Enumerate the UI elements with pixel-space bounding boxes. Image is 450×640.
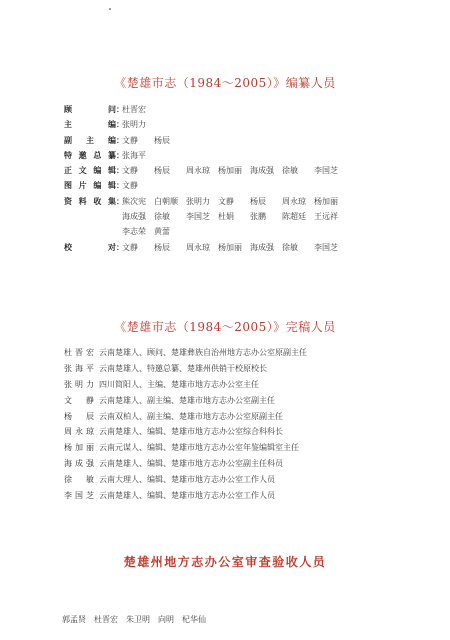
staff-name: 文静 xyxy=(122,166,138,176)
staff-name: 杨辰 xyxy=(154,135,170,145)
staff-name: 杜晋宏 xyxy=(64,348,94,357)
role-label: 副主编 xyxy=(64,134,116,145)
role-names xyxy=(122,194,346,209)
role-names xyxy=(122,148,154,163)
staff-entry xyxy=(64,456,434,472)
editorial-staff-list xyxy=(64,102,434,255)
final-draft-staff-title: 《楚雄市志（1984～2005）》完稿人员 xyxy=(114,320,336,334)
staff-role-row xyxy=(64,163,434,178)
reviewer-name: 向明 xyxy=(158,615,174,624)
staff-role-row xyxy=(64,102,434,117)
staff-description: 云南楚雄人、编辑、楚雄市地方志办公室副主任科员 xyxy=(99,459,283,469)
editorial-staff-title: 《楚雄市志（1984～2005）》编纂人员 xyxy=(114,76,336,90)
staff-name: 张海平 xyxy=(64,363,94,373)
role-label: 顾问 xyxy=(64,104,116,114)
staff-name: 文静 xyxy=(122,135,138,145)
review-staff-title: 楚雄州地方志办公室审查验收人员 xyxy=(123,555,327,569)
staff-name: 海成强 xyxy=(64,459,94,469)
staff-description: 四川简阳人、主编、楚雄市地方志办公室主任 xyxy=(99,379,259,389)
review-staff-list xyxy=(62,614,214,625)
role-colon: ： xyxy=(116,195,124,206)
role-colon: ： xyxy=(116,241,124,252)
staff-name: 杨辰 xyxy=(64,411,94,421)
staff-role-row xyxy=(64,178,434,193)
role-label: 正文编辑 xyxy=(64,165,116,176)
role-label: 图片编辑 xyxy=(64,180,116,191)
staff-name: 杨辰 xyxy=(250,196,266,206)
staff-name: 海成强 xyxy=(122,212,146,222)
role-label: 资料收集 xyxy=(64,195,116,206)
staff-description: 云南楚雄人、顾问、楚雄彝族自治州地方志办公室原副主任 xyxy=(99,348,307,357)
role-colon: ： xyxy=(116,149,124,160)
role-colon: ： xyxy=(116,119,124,130)
staff-name: 李国芝 xyxy=(314,242,338,252)
staff-name: 张海平 xyxy=(122,150,146,160)
staff-entry xyxy=(64,409,434,425)
staff-description: 云南双柏人、副主编、楚雄市地方志办公室原副主任 xyxy=(99,411,283,421)
staff-role-row xyxy=(64,194,434,209)
role-colon: ： xyxy=(116,104,124,114)
role-colon: ： xyxy=(116,134,124,145)
staff-name: 杜晋宏 xyxy=(122,105,146,114)
staff-description: 云南楚雄人、编辑、楚雄市地方志办公室工作人员 xyxy=(99,491,275,501)
staff-entry xyxy=(64,488,434,504)
role-names xyxy=(122,240,346,255)
final-draft-staff-list xyxy=(64,345,434,504)
staff-description: 云南楚雄人、特邀总纂、楚雄州供销干校原校长 xyxy=(99,363,267,373)
staff-name: 熊次宪 xyxy=(122,196,146,206)
staff-name: 海成强 xyxy=(250,166,274,176)
staff-name: 海成强 xyxy=(250,242,274,252)
staff-name: 张明力 xyxy=(64,379,94,389)
role-label: 特邀总纂 xyxy=(64,149,116,160)
staff-entry xyxy=(64,393,434,409)
staff-description: 云南楚雄人、副主编、楚雄市地方志办公室副主任 xyxy=(99,395,275,405)
role-names xyxy=(122,133,186,148)
staff-entry xyxy=(64,440,434,456)
staff-entry xyxy=(64,345,434,361)
staff-role-row xyxy=(64,240,434,255)
staff-description: 云南元谋人、编辑、楚雄市地方志办公室年鉴编辑室主任 xyxy=(99,443,299,453)
staff-name: 杨辰 xyxy=(154,166,170,176)
role-label: 校对 xyxy=(64,241,116,252)
staff-name: 张明力 xyxy=(186,196,210,206)
staff-name: 张明力 xyxy=(122,120,146,130)
staff-name: 杨加丽 xyxy=(314,196,338,206)
staff-name: 陈超廷 xyxy=(282,212,306,222)
staff-role-row xyxy=(64,117,434,132)
staff-role-row xyxy=(64,133,434,148)
staff-name: 李志荣 xyxy=(122,227,146,237)
staff-name: 徐敏 xyxy=(282,166,298,176)
reviewer-name: 朱卫明 xyxy=(126,615,150,624)
staff-name: 杨加丽 xyxy=(218,166,242,176)
role-names xyxy=(122,178,154,193)
staff-name: 杨加丽 xyxy=(64,443,94,453)
staff-name: 徐敏 xyxy=(282,242,298,252)
staff-name: 李国芝 xyxy=(64,491,94,501)
staff-role-row xyxy=(64,209,434,224)
staff-name: 王远祥 xyxy=(314,212,338,222)
staff-role-row xyxy=(64,148,434,163)
role-colon: ： xyxy=(116,165,124,176)
staff-name: 周永琼 xyxy=(186,242,210,252)
role-names xyxy=(122,224,186,239)
reviewer-name: 杜晋宏 xyxy=(94,615,118,624)
role-names xyxy=(122,209,346,224)
staff-name: 张鹏 xyxy=(250,212,266,222)
staff-name: 文静 xyxy=(64,395,94,405)
staff-name: 李国芝 xyxy=(314,166,338,176)
staff-name: 文静 xyxy=(122,242,138,252)
staff-name: 徐敏 xyxy=(154,212,170,222)
role-label: 主编 xyxy=(64,119,116,130)
role-colon: ： xyxy=(116,180,124,191)
staff-description: 云南楚雄人、编辑、楚雄市地方志办公室综合科科长 xyxy=(99,427,283,437)
staff-entry xyxy=(64,377,434,393)
reviewer-name: 杞华仙 xyxy=(182,615,206,624)
staff-name: 李国芝 xyxy=(186,212,210,222)
staff-entry xyxy=(64,361,434,377)
staff-name: 文静 xyxy=(122,181,138,191)
staff-name: 黄蕾 xyxy=(154,227,170,237)
staff-name: 杜娟 xyxy=(218,212,234,222)
role-names xyxy=(122,163,346,178)
staff-name: 徐敏 xyxy=(64,475,94,485)
staff-description: 云南大理人、编辑、楚雄市地方志办公室工作人员 xyxy=(99,475,275,485)
reviewer-name: 郭孟贤 xyxy=(62,615,86,624)
staff-name: 周永琼 xyxy=(64,427,94,437)
staff-name: 白朝顺 xyxy=(154,196,178,206)
role-names xyxy=(122,102,154,117)
staff-name: 杨加丽 xyxy=(218,242,242,252)
role-names xyxy=(122,117,154,132)
staff-entry xyxy=(64,424,434,440)
staff-name: 文静 xyxy=(218,196,234,206)
staff-name: 杨辰 xyxy=(154,242,170,252)
page-speck xyxy=(109,8,111,10)
staff-name: 周永琼 xyxy=(186,166,210,176)
staff-name: 周永琼 xyxy=(282,196,306,206)
staff-role-row xyxy=(64,224,434,239)
staff-entry xyxy=(64,472,434,488)
